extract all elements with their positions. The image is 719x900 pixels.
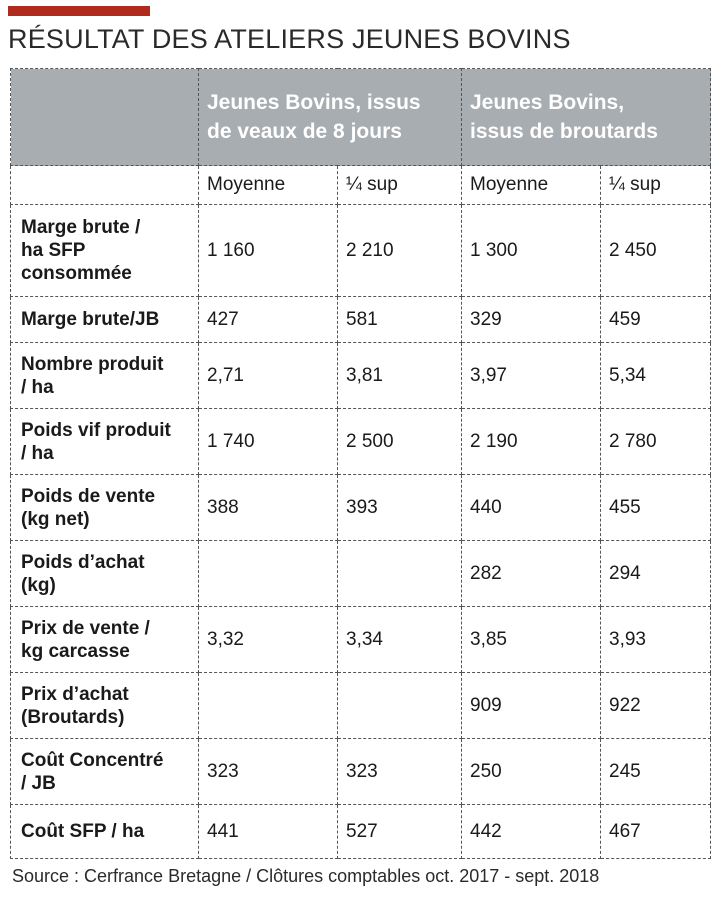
row-label bbox=[11, 409, 199, 475]
row-label-line: ha SFP bbox=[21, 240, 86, 261]
row-label-line: Poids de vente bbox=[21, 485, 156, 507]
group-header-label-line: de veaux de 8 jours bbox=[207, 120, 402, 143]
value-cell: 2 450 bbox=[601, 205, 711, 297]
value-cell: 2,71 bbox=[199, 343, 338, 409]
subheader-row bbox=[11, 166, 711, 205]
row-label bbox=[11, 673, 199, 739]
value-cell: 455 bbox=[601, 475, 711, 541]
subheader-cell: ¼ sup bbox=[601, 166, 711, 205]
row-label-line: (kg net) bbox=[21, 508, 90, 530]
row-label-line: consommée bbox=[21, 263, 132, 284]
row-label bbox=[11, 541, 199, 607]
value-cell: 922 bbox=[601, 673, 711, 739]
table-row bbox=[11, 409, 711, 475]
row-label-line: Marge brute/JB bbox=[21, 309, 160, 330]
table-body bbox=[11, 69, 711, 859]
value-cell: 3,93 bbox=[601, 607, 711, 673]
value-cell: 5,34 bbox=[601, 343, 711, 409]
value-cell bbox=[338, 541, 462, 607]
table-row bbox=[11, 205, 711, 297]
table-row bbox=[11, 607, 711, 673]
row-label bbox=[11, 205, 199, 297]
row-label bbox=[11, 343, 199, 409]
group-header-row bbox=[11, 69, 711, 166]
header-corner-cell bbox=[11, 69, 199, 166]
value-cell: 294 bbox=[601, 541, 711, 607]
row-label-line: Coût Concentré bbox=[21, 749, 164, 771]
row-label-line: Poids vif produit bbox=[21, 419, 171, 441]
value-cell: 527 bbox=[338, 805, 462, 859]
row-label-line: (Broutards) bbox=[21, 706, 125, 728]
table-row bbox=[11, 541, 711, 607]
subheader-corner-cell bbox=[11, 166, 199, 205]
group-header-broutards bbox=[462, 69, 711, 166]
value-cell: 323 bbox=[199, 739, 338, 805]
value-cell: 1 740 bbox=[199, 409, 338, 475]
value-cell: 329 bbox=[462, 297, 601, 343]
source-note: Source : Cerfrance Bretagne / Clôtures comptables oct. 2017 - sept. 2018 bbox=[12, 866, 600, 886]
value-cell: 427 bbox=[199, 297, 338, 343]
table-row bbox=[11, 475, 711, 541]
accent-bar bbox=[8, 6, 150, 16]
table-row bbox=[11, 297, 711, 343]
value-cell: 1 300 bbox=[462, 205, 601, 297]
value-cell: 1 160 bbox=[199, 205, 338, 297]
value-cell: 2 190 bbox=[462, 409, 601, 475]
table-row bbox=[11, 739, 711, 805]
results-table bbox=[10, 68, 711, 859]
value-cell: 245 bbox=[601, 739, 711, 805]
row-label-line: kg carcasse bbox=[21, 640, 130, 662]
group-header-label-line: issus de broutards bbox=[470, 120, 658, 143]
value-cell: 581 bbox=[338, 297, 462, 343]
row-label-line: Prix de vente / bbox=[21, 617, 150, 639]
row-label-line: Coût SFP / ha bbox=[21, 821, 145, 842]
subheader-cell: ¼ sup bbox=[338, 166, 462, 205]
value-cell bbox=[199, 673, 338, 739]
value-cell: 440 bbox=[462, 475, 601, 541]
table-row bbox=[11, 673, 711, 739]
value-cell bbox=[199, 541, 338, 607]
row-label bbox=[11, 607, 199, 673]
value-cell: 3,85 bbox=[462, 607, 601, 673]
row-label bbox=[11, 739, 199, 805]
page-title: RÉSULTAT DES ATELIERS JEUNES BOVINS bbox=[8, 24, 571, 54]
row-label-line: (kg) bbox=[21, 574, 56, 596]
row-label bbox=[11, 805, 199, 859]
value-cell: 388 bbox=[199, 475, 338, 541]
row-label-line: Poids d’achat bbox=[21, 551, 145, 573]
value-cell: 442 bbox=[462, 805, 601, 859]
value-cell: 2 500 bbox=[338, 409, 462, 475]
value-cell: 441 bbox=[199, 805, 338, 859]
value-cell: 323 bbox=[338, 739, 462, 805]
row-label-line: / ha bbox=[21, 442, 54, 464]
subheader-cell: Moyenne bbox=[199, 166, 338, 205]
row-label-line: Marge brute / bbox=[21, 217, 141, 238]
row-label bbox=[11, 475, 199, 541]
value-cell: 909 bbox=[462, 673, 601, 739]
value-cell: 3,97 bbox=[462, 343, 601, 409]
row-label bbox=[11, 297, 199, 343]
group-header-label-line: Jeunes Bovins, bbox=[470, 91, 625, 114]
row-label-line: / JB bbox=[21, 772, 56, 794]
value-cell: 3,32 bbox=[199, 607, 338, 673]
row-label-line: Prix d’achat bbox=[21, 683, 129, 705]
value-cell: 282 bbox=[462, 541, 601, 607]
value-cell: 3,81 bbox=[338, 343, 462, 409]
group-header-label-line: Jeunes Bovins, issus bbox=[207, 91, 421, 114]
value-cell bbox=[338, 673, 462, 739]
value-cell: 393 bbox=[338, 475, 462, 541]
value-cell: 459 bbox=[601, 297, 711, 343]
row-label-line: / ha bbox=[21, 376, 54, 398]
table-row bbox=[11, 343, 711, 409]
value-cell: 2 780 bbox=[601, 409, 711, 475]
value-cell: 467 bbox=[601, 805, 711, 859]
value-cell: 2 210 bbox=[338, 205, 462, 297]
subheader-cell: Moyenne bbox=[462, 166, 601, 205]
table-row bbox=[11, 805, 711, 859]
value-cell: 250 bbox=[462, 739, 601, 805]
row-label-line: Nombre produit bbox=[21, 353, 164, 375]
value-cell: 3,34 bbox=[338, 607, 462, 673]
group-header-veaux bbox=[199, 69, 462, 166]
